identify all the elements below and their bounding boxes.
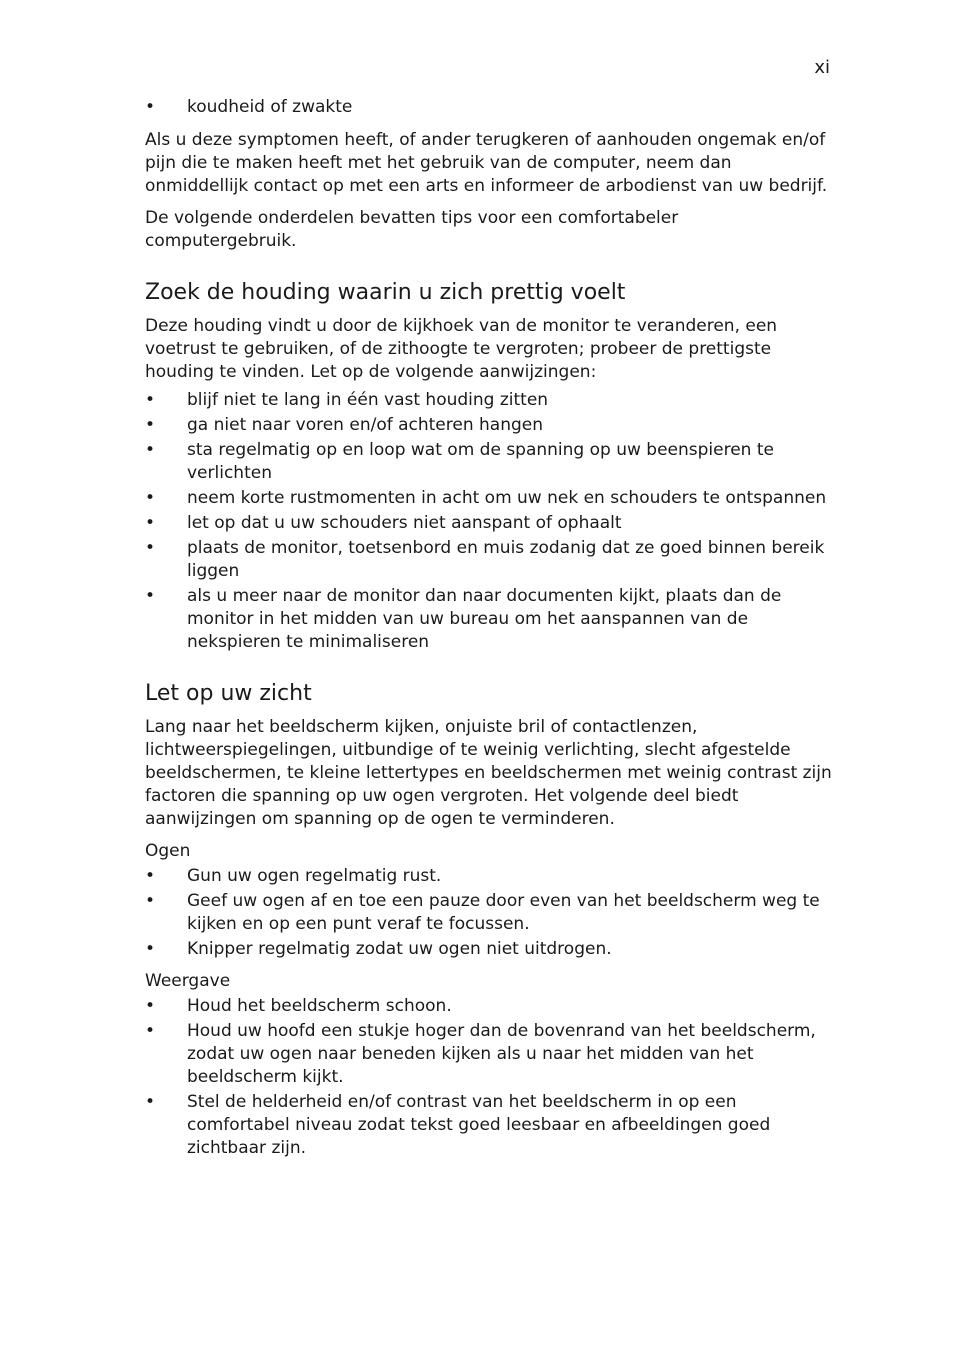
list-item: • sta regelmatig op en loop wat om de spanning op uw beenspieren te verlichten: [145, 439, 835, 485]
intro-bullet-list: [145, 96, 835, 119]
list-item: • Houd het beeldscherm schoon.: [145, 995, 835, 1018]
list-item: • Knipper regelmatig zodat uw ogen niet uitdrogen.: [145, 938, 835, 961]
vision-paragraph: Lang naar het beeldscherm kijken, onjuiste bril of contactlenzen, lichtweerspiegelingen, uitbundige of te weinig verlichting, slecht afgestelde beeldschermen, te kleine lettertypes en beeldschermen met weinig contrast zijn factoren die spanning op uw ogen vergroten. Het volgende deel biedt aanwijzingen om spanning op de ogen te verminderen.: [145, 717, 832, 829]
list-item: • Houd uw hoofd een stukje hoger dan de bovenrand van het beeldscherm, zodat uw ogen naar beneden kijken als u naar het midden van het beeldscherm kijkt.: [145, 1020, 835, 1089]
list-item: • als u meer naar de monitor dan naar documenten kijkt, plaats dan de monitor in het midden van uw bureau om het aanspannen van de nekspieren te minimaliseren: [145, 585, 835, 654]
list-item: • let op dat u uw schouders niet aanspant of ophaalt: [145, 512, 835, 535]
list-item: • neem korte rustmomenten in acht om uw nek en schouders te ontspannen: [145, 487, 835, 510]
posture-paragraph: Deze houding vindt u door de kijkhoek van de monitor te veranderen, een voetrust te gebruiken, of de zithoogte te vergroten; probeer de prettigste houding te vinden. Let op de volgende aanwijzingen:: [145, 316, 778, 382]
posture-bullet-list: [145, 389, 835, 654]
display-bullet-list: [145, 995, 835, 1160]
eyes-bullet-list: [145, 865, 835, 961]
eyes-label: Ogen: [145, 841, 191, 861]
intro-paragraph: De volgende onderdelen bevatten tips voor een comfortabeler computergebruik.: [145, 208, 679, 251]
list-item: • plaats de monitor, toetsenbord en muis zodanig dat ze goed binnen bereik liggen: [145, 537, 835, 583]
list-item: • Stel de helderheid en/of contrast van het beeldscherm in op een comfortabel niveau zodat tekst goed leesbaar en afbeeldingen goed zichtbaar zijn.: [145, 1091, 835, 1160]
list-item: • Gun uw ogen regelmatig rust.: [145, 865, 835, 888]
page-content: [145, 96, 835, 1162]
page-number: xi: [814, 57, 830, 78]
list-item: • ga niet naar voren en/of achteren hangen: [145, 414, 835, 437]
display-label: Weergave: [145, 971, 231, 991]
section-heading-posture: Zoek de houding waarin u zich prettig voelt: [145, 280, 626, 305]
intro-paragraph: Als u deze symptomen heeft, of ander terugkeren of aanhouden ongemak en/of pijn die te maken heeft met het gebruik van de computer, neem dan onmiddellijk contact op met een arts en informeer de arbodienst van uw bedrijf.: [145, 130, 828, 196]
list-item: • koudheid of zwakte: [145, 96, 835, 119]
section-heading-vision: Let op uw zicht: [145, 681, 312, 706]
list-item: • blijf niet te lang in één vast houding zitten: [145, 389, 835, 412]
list-item: • Geef uw ogen af en toe een pauze door even van het beeldscherm weg te kijken en op een punt veraf te focussen.: [145, 890, 835, 936]
